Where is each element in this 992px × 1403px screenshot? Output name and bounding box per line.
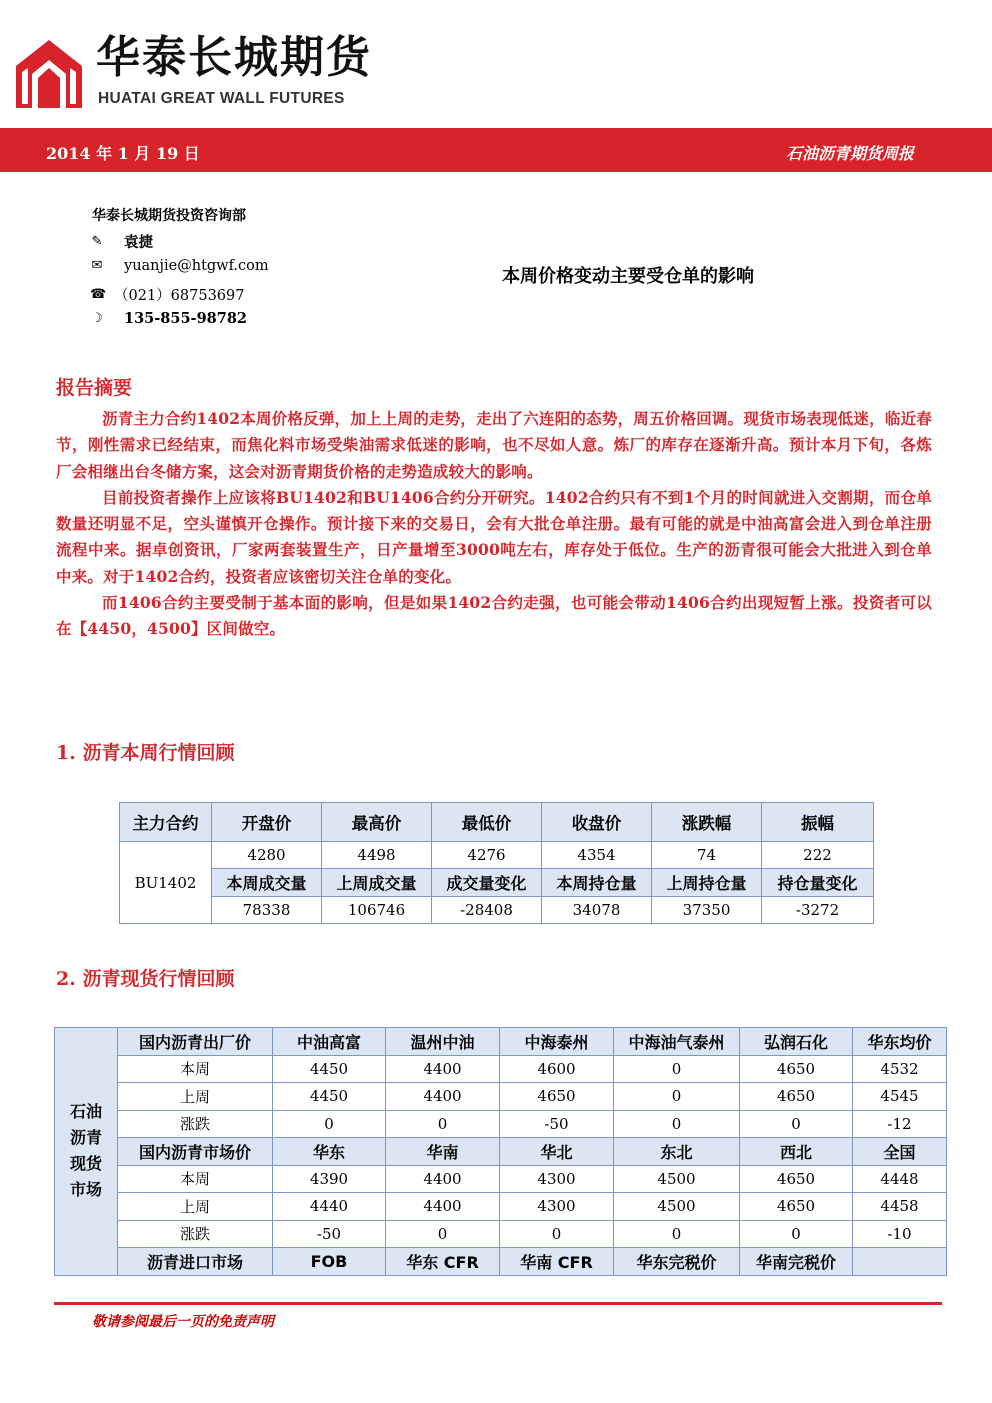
- table-cell: 4400: [386, 1193, 500, 1221]
- table-cell: 78338: [212, 897, 322, 924]
- table-header: 上周持仓量: [652, 869, 762, 897]
- table-cell: 4276: [432, 842, 542, 869]
- table-header: 全国: [853, 1138, 947, 1166]
- table-header: 华南: [386, 1138, 500, 1166]
- table-header: 国内沥青市场价: [118, 1138, 273, 1166]
- table-row: [55, 1083, 947, 1111]
- analyst-email[interactable]: yuanjie@htgwf.com: [124, 258, 269, 274]
- analyst-phone: （021）68753697: [114, 288, 245, 304]
- table-row: [55, 1055, 947, 1083]
- table-header: 东北: [614, 1138, 740, 1166]
- table-header: 沥青进口市场: [118, 1248, 273, 1276]
- company-logo: [14, 38, 84, 110]
- table-header: 华南 CFR: [500, 1248, 614, 1276]
- table-header: 成交量变化: [432, 869, 542, 897]
- table-cell: 0: [273, 1110, 386, 1138]
- table-cell: 0: [740, 1110, 853, 1138]
- table-cell: 4440: [273, 1193, 386, 1221]
- table-cell: -10: [853, 1220, 947, 1248]
- side-label: 石油沥青现货市场: [55, 1028, 118, 1276]
- table-cell: 4400: [386, 1083, 500, 1111]
- table-cell: 0: [500, 1220, 614, 1248]
- table-cell: 4450: [273, 1083, 386, 1111]
- table-cell: -50: [500, 1110, 614, 1138]
- department: 华泰长城期货投资咨询部: [92, 208, 246, 224]
- table-header: 华东 CFR: [386, 1248, 500, 1276]
- table-cell: 4650: [500, 1083, 614, 1111]
- table-header: 中油高富: [273, 1028, 386, 1056]
- footer-divider: [54, 1302, 942, 1305]
- table-cell: -50: [273, 1220, 386, 1248]
- table-cell: 74: [652, 842, 762, 869]
- table-header: 中海油气泰州: [614, 1028, 740, 1056]
- table-header: 振幅: [762, 803, 874, 842]
- table-cell: -3272: [762, 897, 874, 924]
- contract-label: 主力合约: [120, 803, 212, 842]
- table-cell: 222: [762, 842, 874, 869]
- table-header: 最低价: [432, 803, 542, 842]
- table-cell: 4448: [853, 1165, 947, 1193]
- table-cell: 4354: [542, 842, 652, 869]
- table-header: 中海泰州: [500, 1028, 614, 1056]
- table-header: 开盘价: [212, 803, 322, 842]
- disclaimer-note: 敬请参阅最后一页的免责声明: [92, 1314, 274, 1330]
- table-cell: 0: [614, 1220, 740, 1248]
- table-cell: 0: [386, 1110, 500, 1138]
- table-row: [55, 1193, 947, 1221]
- section1-title: 1. 沥青本周行情回顾: [56, 742, 235, 764]
- table-cell: 4532: [853, 1055, 947, 1083]
- table-header: 本周成交量: [212, 869, 322, 897]
- mail-icon: ✉: [91, 258, 103, 273]
- table-cell: 4650: [740, 1083, 853, 1111]
- contract-code: BU1402: [120, 842, 212, 924]
- table-header: 华东完税价: [614, 1248, 740, 1276]
- table-cell: 0: [386, 1220, 500, 1248]
- table-header: 华南完税价: [740, 1248, 853, 1276]
- table-cell: 4500: [614, 1193, 740, 1221]
- table-cell: 4600: [500, 1055, 614, 1083]
- abstract-title: 报告摘要: [56, 377, 133, 399]
- mobile-icon: ☽: [91, 310, 103, 326]
- contact-phone-row: [90, 284, 244, 305]
- weekly-futures-table: [119, 802, 874, 924]
- section2-title: 2. 沥青现货行情回顾: [56, 968, 235, 990]
- spot-market-table: [54, 1027, 947, 1276]
- abstract-paragraph: 目前投资者操作上应该将BU1402和BU1406合约分开研究。1402合约只有不到1个月的时间就进入交割期，而仓单数量还明显不足，空头谨慎开仓操作。预计接下来的交易日，会有大批仓单注册。最有可能的就是中油高富会进入到仓单注册流程中来。据卓创资讯，厂家两套装置生产，日产量增至3000吨左右，库存处于低位。生产的沥青很可能会大批进入到仓单中来。对于1402合约，投资者应该密切关注仓单的变化。: [56, 487, 932, 586]
- contact-mobile-row: [90, 310, 247, 327]
- table-cell: 4650: [740, 1055, 853, 1083]
- table-cell: 本周: [118, 1165, 273, 1193]
- table-header: 涨跌幅: [652, 803, 762, 842]
- table-header-row: [55, 1138, 947, 1166]
- abstract-paragraph: 沥青主力合约1402本周价格反弹，加上上周的走势，走出了六连阳的态势，周五价格回调。现货市场表现低迷，临近春节，刚性需求已经结束，而焦化料市场受柴油需求低迷的影响，也不尽如人意。炼厂的库存在逐渐升高。预计本月下旬，各炼厂会相继出台冬储方案，这会对沥青期货价格的走势造成较大的影响。: [56, 409, 932, 481]
- table-cell: 涨跌: [118, 1220, 273, 1248]
- table-cell: 4500: [614, 1165, 740, 1193]
- table-header: 国内沥青出厂价: [118, 1028, 273, 1056]
- table-header: 最高价: [322, 803, 432, 842]
- table-cell: 4300: [500, 1165, 614, 1193]
- table-header-row: [55, 1028, 947, 1056]
- table-cell: 0: [614, 1083, 740, 1111]
- table-cell: 0: [614, 1055, 740, 1083]
- table-cell: 34078: [542, 897, 652, 924]
- table-cell: 4498: [322, 842, 432, 869]
- table-cell: 37350: [652, 897, 762, 924]
- table-cell: 4390: [273, 1165, 386, 1193]
- table-cell: 106746: [322, 897, 432, 924]
- table-cell: 涨跌: [118, 1110, 273, 1138]
- analyst-name: 袁捷: [124, 234, 153, 251]
- table-cell: 上周: [118, 1193, 273, 1221]
- brand-name-en: HUATAI GREAT WALL FUTURES: [98, 90, 345, 107]
- table-header: 西北: [740, 1138, 853, 1166]
- contact-email-row: [90, 258, 269, 274]
- table-cell: 4545: [853, 1083, 947, 1111]
- table-header: 弘润石化: [740, 1028, 853, 1056]
- table-header: FOB: [273, 1248, 386, 1276]
- table-cell: 4650: [740, 1165, 853, 1193]
- table-cell: 4450: [273, 1055, 386, 1083]
- abstract-paragraph: 而1406合约主要受制于基本面的影响，但是如果1402合约走强，也可能会带动1406合约出现短暂上涨。投资者可以在【4450，4500】区间做空。: [56, 593, 932, 639]
- brand-name-cn: 华泰长城期货: [96, 32, 372, 83]
- table-header-row: [55, 1248, 947, 1276]
- table-header: 上周成交量: [322, 869, 432, 897]
- table-header: 收盘价: [542, 803, 652, 842]
- table-cell: 0: [740, 1220, 853, 1248]
- table-header: 持仓量变化: [762, 869, 874, 897]
- table-cell: 4400: [386, 1165, 500, 1193]
- table-cell: 4458: [853, 1193, 947, 1221]
- table-header: [853, 1248, 947, 1276]
- pen-icon: ✎: [91, 233, 103, 249]
- table-header: 华北: [500, 1138, 614, 1166]
- table-row: [55, 1220, 947, 1248]
- table-cell: 上周: [118, 1083, 273, 1111]
- table-cell: -12: [853, 1110, 947, 1138]
- report-date: 2014 年 1 月 19 日: [46, 144, 200, 163]
- table-cell: 4650: [740, 1193, 853, 1221]
- table-header: 本周持仓量: [542, 869, 652, 897]
- report-headline: 本周价格变动主要受仓单的影响: [502, 266, 754, 287]
- table-cell: 0: [614, 1110, 740, 1138]
- table-cell: 本周: [118, 1055, 273, 1083]
- table-header: 温州中油: [386, 1028, 500, 1056]
- contact-name-row: [90, 231, 153, 252]
- table-row: [55, 1165, 947, 1193]
- analyst-mobile: 135-855-98782: [124, 310, 248, 327]
- table-cell: 4300: [500, 1193, 614, 1221]
- table-header: 华东均价: [853, 1028, 947, 1056]
- table-cell: -28408: [432, 897, 542, 924]
- table-cell: 4400: [386, 1055, 500, 1083]
- report-type: 石油沥青期货周报: [785, 144, 914, 163]
- abstract-body: [56, 406, 932, 643]
- table-header: 华东: [273, 1138, 386, 1166]
- phone-icon: ☎: [90, 286, 107, 302]
- table-cell: 4280: [212, 842, 322, 869]
- table-row: [55, 1110, 947, 1138]
